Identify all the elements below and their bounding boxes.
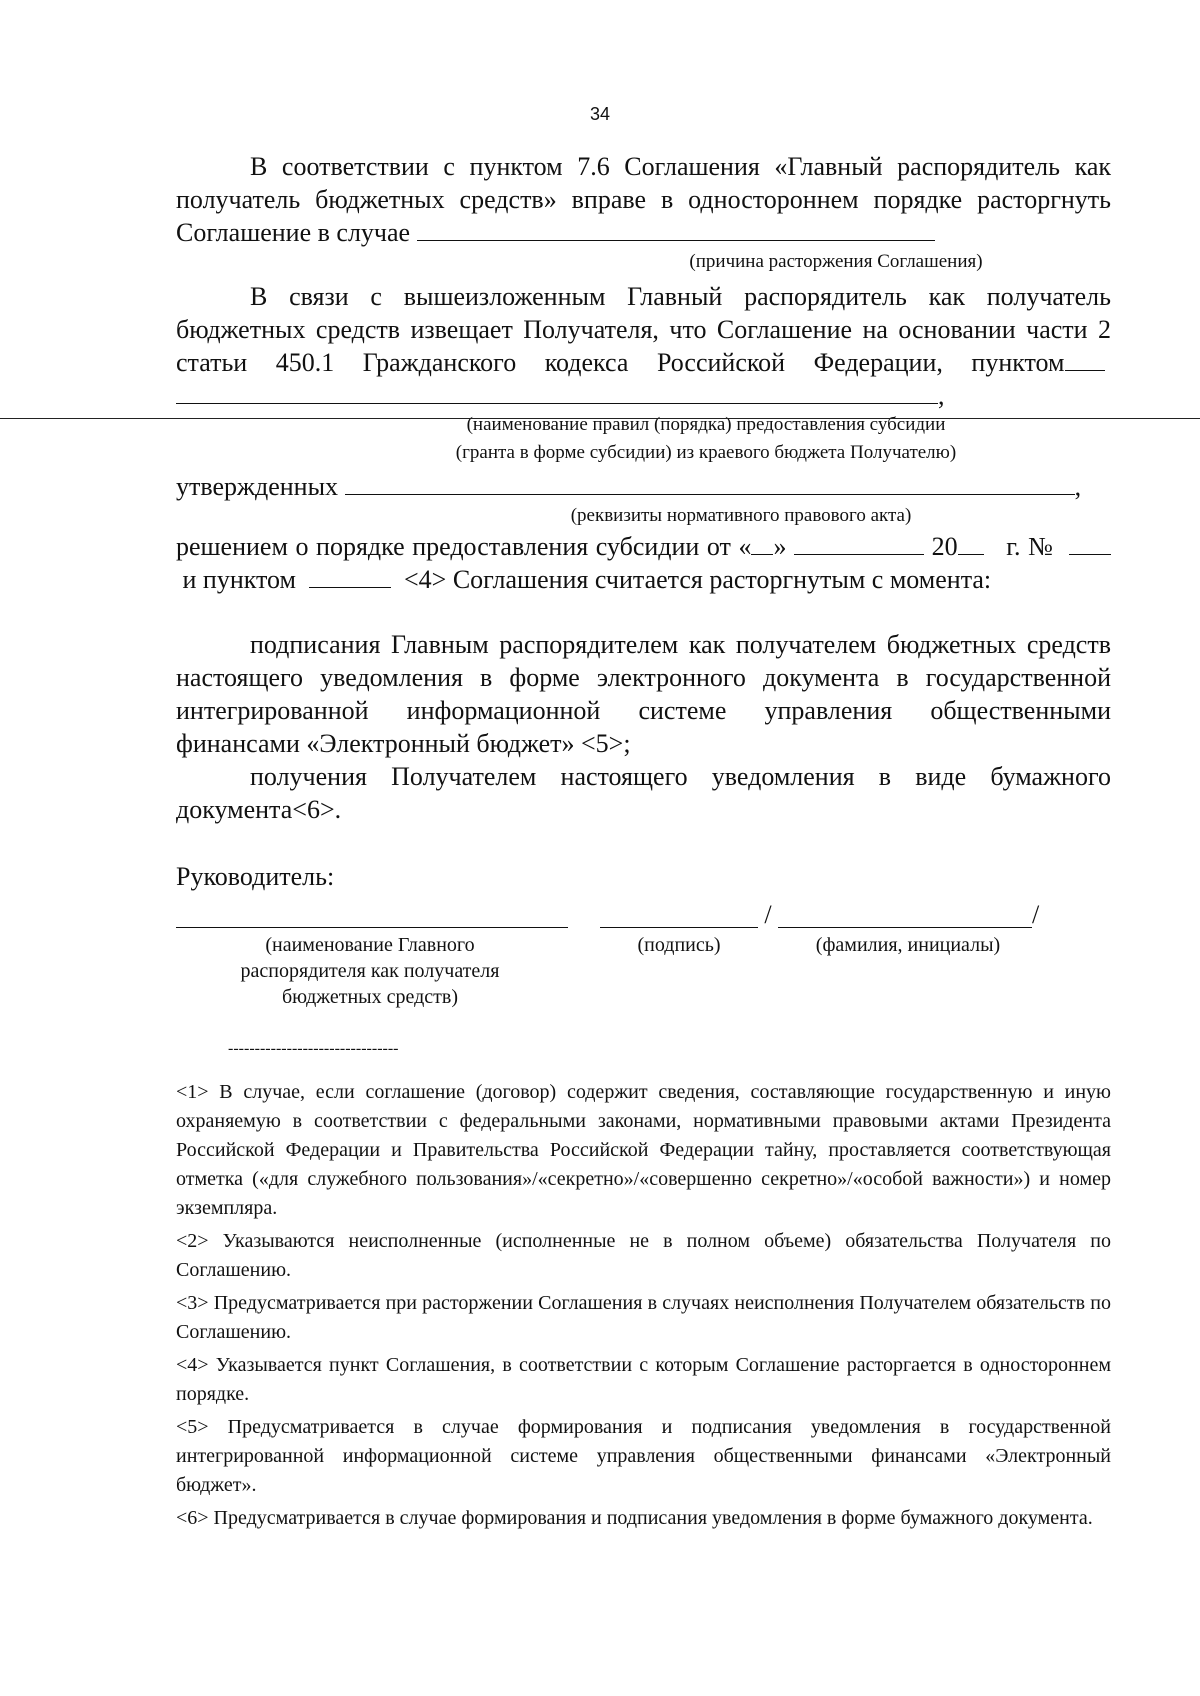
- rules-caption-line-2: (гранта в форме субсидии) из краевого бюджета Получателю): [455, 442, 957, 463]
- page-number: 34: [589, 104, 611, 124]
- paragraph-termination-grounds: [176, 150, 1111, 273]
- org-name-line: [176, 901, 568, 928]
- org-caption: (наименование Главного распорядителя как получателя бюджетных средств): [240, 934, 500, 1008]
- comma: ,: [938, 381, 945, 410]
- sign-caption: (подпись): [637, 934, 721, 956]
- year-prefix: 20: [931, 532, 958, 561]
- option-electronic: подписания Главным распорядителем как получателем бюджетных средств настоящего уведомления в форме электронного документа в государственной интегрированной информационной системе управления общественными финансами «Электронный бюджет» <5>;: [176, 630, 1111, 758]
- year-suffix: г.: [1006, 532, 1021, 561]
- year-blank-line: [958, 530, 984, 555]
- paragraph-text: [176, 150, 1111, 249]
- paragraph-decision: [176, 530, 1111, 596]
- head-label: Руководитель:: [176, 862, 335, 891]
- clause-blank-line: [309, 563, 391, 588]
- approved-label: утвержденных: [176, 472, 339, 501]
- paragraph-notice: [176, 280, 1111, 464]
- footnote-5: <5> Предусматривается в случае формирования и подписания уведомления в государственной интегрированной информационной системе управления общественными финансами «Электронный бюджет».: [176, 1416, 1111, 1496]
- reason-caption: (причина расторжения Соглашения): [689, 251, 983, 272]
- act-blank-line: [345, 470, 1075, 495]
- point-blank-line: [1065, 346, 1105, 371]
- footnote-separator: [228, 1040, 528, 1058]
- paragraph-1-text: В соответствии с пунктом 7.6 Соглашения «Главный распорядитель как получатель бюджетных средств» вправе в одностороннем порядке расторгнуть Соглашение в случае: [176, 152, 1111, 247]
- rules-blank-line: [176, 379, 938, 404]
- reason-blank-line: [417, 216, 935, 241]
- number-blank-line: [1069, 530, 1111, 555]
- footnote-1: <1> В случае, если соглашение (договор) содержит сведения, составляющие государственную и иную охраняемую в соответствии с федеральными законами, нормативными правовыми актами Президента Российской Федерации и Правительства Российской Федерации тайну, проставляется соответствующая отметка («для служебного пользования»/«секретно»/«совершенно секретно»/«особой важности») и номер экземпляра.: [176, 1081, 1111, 1219]
- footnotes: [176, 1078, 1111, 1533]
- comma: ,: [1074, 472, 1082, 501]
- horizontal-rule: [0, 418, 1200, 419]
- month-blank-line: [794, 530, 924, 555]
- number-sign: №: [1028, 532, 1054, 561]
- paragraph-approved: [176, 470, 1111, 527]
- name-caption: (фамилия, инициалы): [815, 934, 1001, 956]
- paragraph-text: [176, 530, 1111, 596]
- paragraph-options: [176, 628, 1111, 826]
- decision-text-3: и пунктом: [182, 565, 297, 594]
- act-caption: (реквизиты нормативного правового акта): [570, 505, 912, 526]
- decision-text-4: <4> Соглашения считается расторгнутым с момента:: [404, 565, 992, 594]
- signature-block: [176, 860, 1111, 1010]
- day-blank-line: [751, 530, 773, 555]
- footnote-3: <3> Предусматривается при расторжении Соглашения в случаях неисполнения Получателем обязательств по Соглашению.: [176, 1292, 1111, 1343]
- decision-text-2: »: [773, 532, 787, 561]
- decision-text-1: решением о порядке предоставления субсидии от «: [176, 532, 752, 561]
- footnote-6: <6> Предусматривается в случае формирования и подписания уведомления в форме бумажного документа.: [176, 1507, 1093, 1529]
- signature-captions: [176, 932, 1111, 1010]
- signature-line: [600, 901, 758, 928]
- rules-caption-line-1: (наименование правил (порядка) предоставления субсидии: [466, 414, 946, 435]
- separator-dashes: --------------------------------: [228, 1040, 399, 1057]
- paragraph-text: [176, 280, 1111, 412]
- paragraph-text: [176, 470, 1111, 503]
- slash-2: /: [1032, 900, 1040, 929]
- footnote-4: <4> Указывается пункт Соглашения, в соответствии с которым Соглашение расторгается в одностороннем порядке.: [176, 1354, 1111, 1405]
- paragraph-2-text: В связи с вышеизложенным Главный распорядитель как получатель бюджетных средств извещает Получателя, что Соглашение на основании части 2 статьи 450.1 Гражданского кодекса Российской Федерации, пунктом: [176, 282, 1111, 377]
- slash-1: /: [764, 900, 772, 929]
- name-line: [778, 901, 1032, 928]
- option-paper: получения Получателем настоящего уведомления в виде бумажного документа<6>.: [176, 762, 1111, 824]
- footnote-2: <2> Указываются неисполненные (исполненные не в полном объеме) обязательства Получателя по Соглашению.: [176, 1230, 1111, 1281]
- signature-lines: [176, 901, 1111, 928]
